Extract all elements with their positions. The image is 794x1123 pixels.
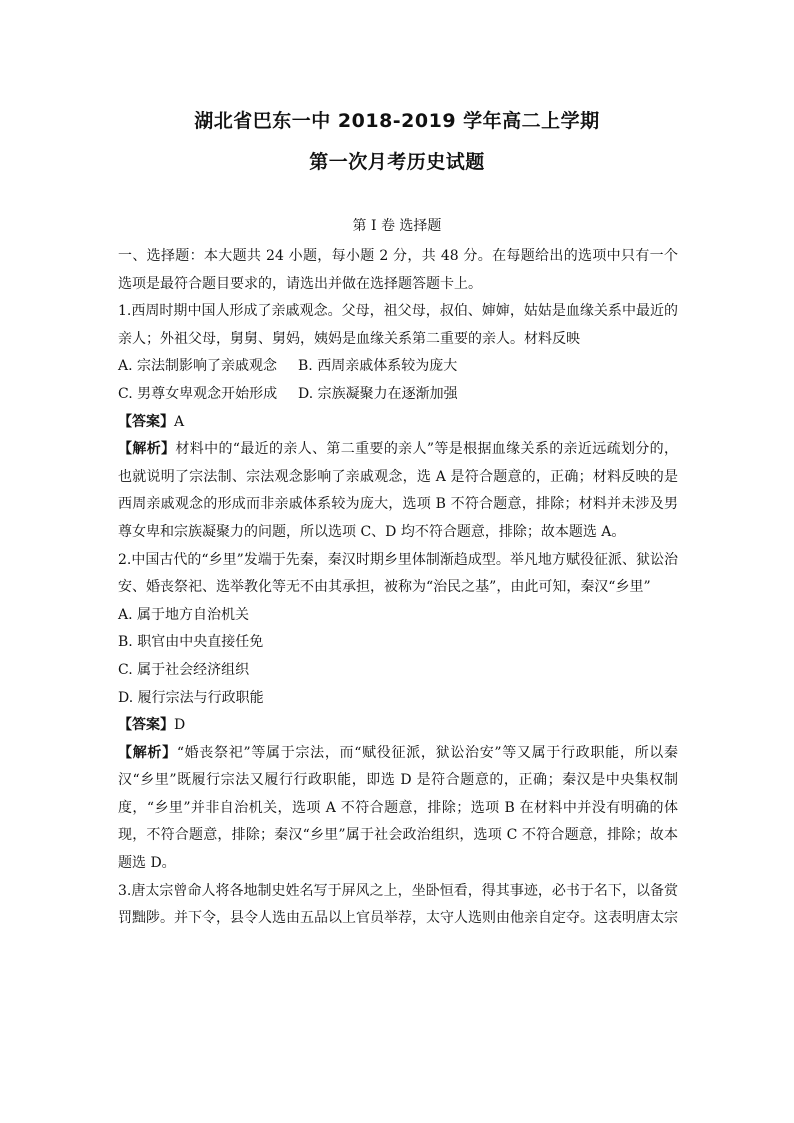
analysis-label: 【解析】	[118, 441, 176, 458]
answer-label: 【答案】	[118, 413, 174, 430]
question-3-stem: 3.唐太宗曾命人将各地制史姓名写于屏风之上，坐卧恒看，得其事迹，必书于名下，以备赏罚黜陟。并下令，县令人选由五品以上官员举荐，太守人选则由他亲自定夺。这表明唐太宗	[118, 882, 678, 927]
question-1-option-a: A. 宗法制影响了亲戚观念	[118, 358, 278, 375]
question-2-stem: 2.中国古代的“乡里”发端于先秦，秦汉时期乡里体制渐趋成型。举凡地方赋役征派、狱讼治安、婚丧祭祀、选举教化等无不由其承担，被称为“治民之基”，由此可知，秦汉“乡里”	[118, 551, 678, 596]
question-2-option-a: A. 属于地方自治机关	[118, 606, 250, 623]
answer-value: D	[174, 717, 186, 734]
analysis-text: “婚丧祭祀”等属于宗法，而“赋役征派，狱讼治安”等又属于行政职能，所以秦汉“乡里”既履行宗法又履行行政职能，即选 D 是符合题意的，正确；秦汉是中央集权制度，“乡里”并非自治机关，选项 A 不符合题意，排除；选项 B 在材料中并没有明确的体现，不符合题意，排除；秦汉“乡里”属于社会政治组织，选项 C 不符合题意，排除；故本题选 D。	[118, 744, 678, 872]
document-title-line1: 湖北省巴东一中 2018-2019 学年高二上学期	[194, 110, 600, 132]
question-1-answer	[118, 409, 678, 437]
question-1-analysis	[118, 436, 678, 546]
document-title-line2: 第一次月考历史试题	[309, 151, 485, 173]
document-body	[118, 243, 678, 933]
answer-label: 【答案】	[118, 717, 174, 734]
question-2-option-d: D. 履行宗法与行政职能	[118, 689, 264, 706]
question-1-options-row1	[118, 353, 678, 381]
question-1-option-b: B. 西周亲戚体系较为庞大	[298, 358, 458, 375]
intro-paragraph: 一、选择题：本大题共 24 小题，每小题 2 分，共 48 分。在每题给出的选项中只有一个选项是最符合题目要求的，请选出并做在选择题答题卡上。	[118, 248, 678, 292]
question-2-option-b: B. 职官由中央直接任免	[118, 634, 264, 651]
question-2-answer	[118, 712, 678, 740]
answer-value: A	[174, 413, 185, 430]
analysis-text: 材料中的“最近的亲人、第二重要的亲人”等是根据血缘关系的亲近远疏划分的，也就说明了宗法制、宗法观念影响了亲戚观念，选 A 是符合题意的，正确；材料反映的是西周亲戚观念的形成而非亲戚体系较为庞大，选项 B 不符合题意，排除；材料并未涉及男尊女卑和宗族凝聚力的问题，所以选项 C、D 均不符合题意，排除；故本题选 A。	[118, 441, 679, 540]
section-title: 第 I 卷 选择题	[352, 218, 442, 234]
question-1-options-row2	[118, 381, 678, 409]
question-2-analysis	[118, 740, 678, 878]
question-1-option-d: D. 宗族凝聚力在逐渐加强	[298, 385, 458, 402]
question-1-stem: 1.西周时期中国人形成了亲戚观念。父母，祖父母，叔伯、婶婶，姑姑是血缘关系中最近的亲人；外祖父母，舅舅、舅妈，姨妈是血缘关系第二重要的亲人。材料反映	[118, 303, 678, 347]
analysis-label: 【解析】	[118, 744, 177, 761]
question-1-option-c: C. 男尊女卑观念开始形成	[118, 385, 278, 402]
question-2-option-c: C. 属于社会经济组织	[118, 661, 250, 678]
